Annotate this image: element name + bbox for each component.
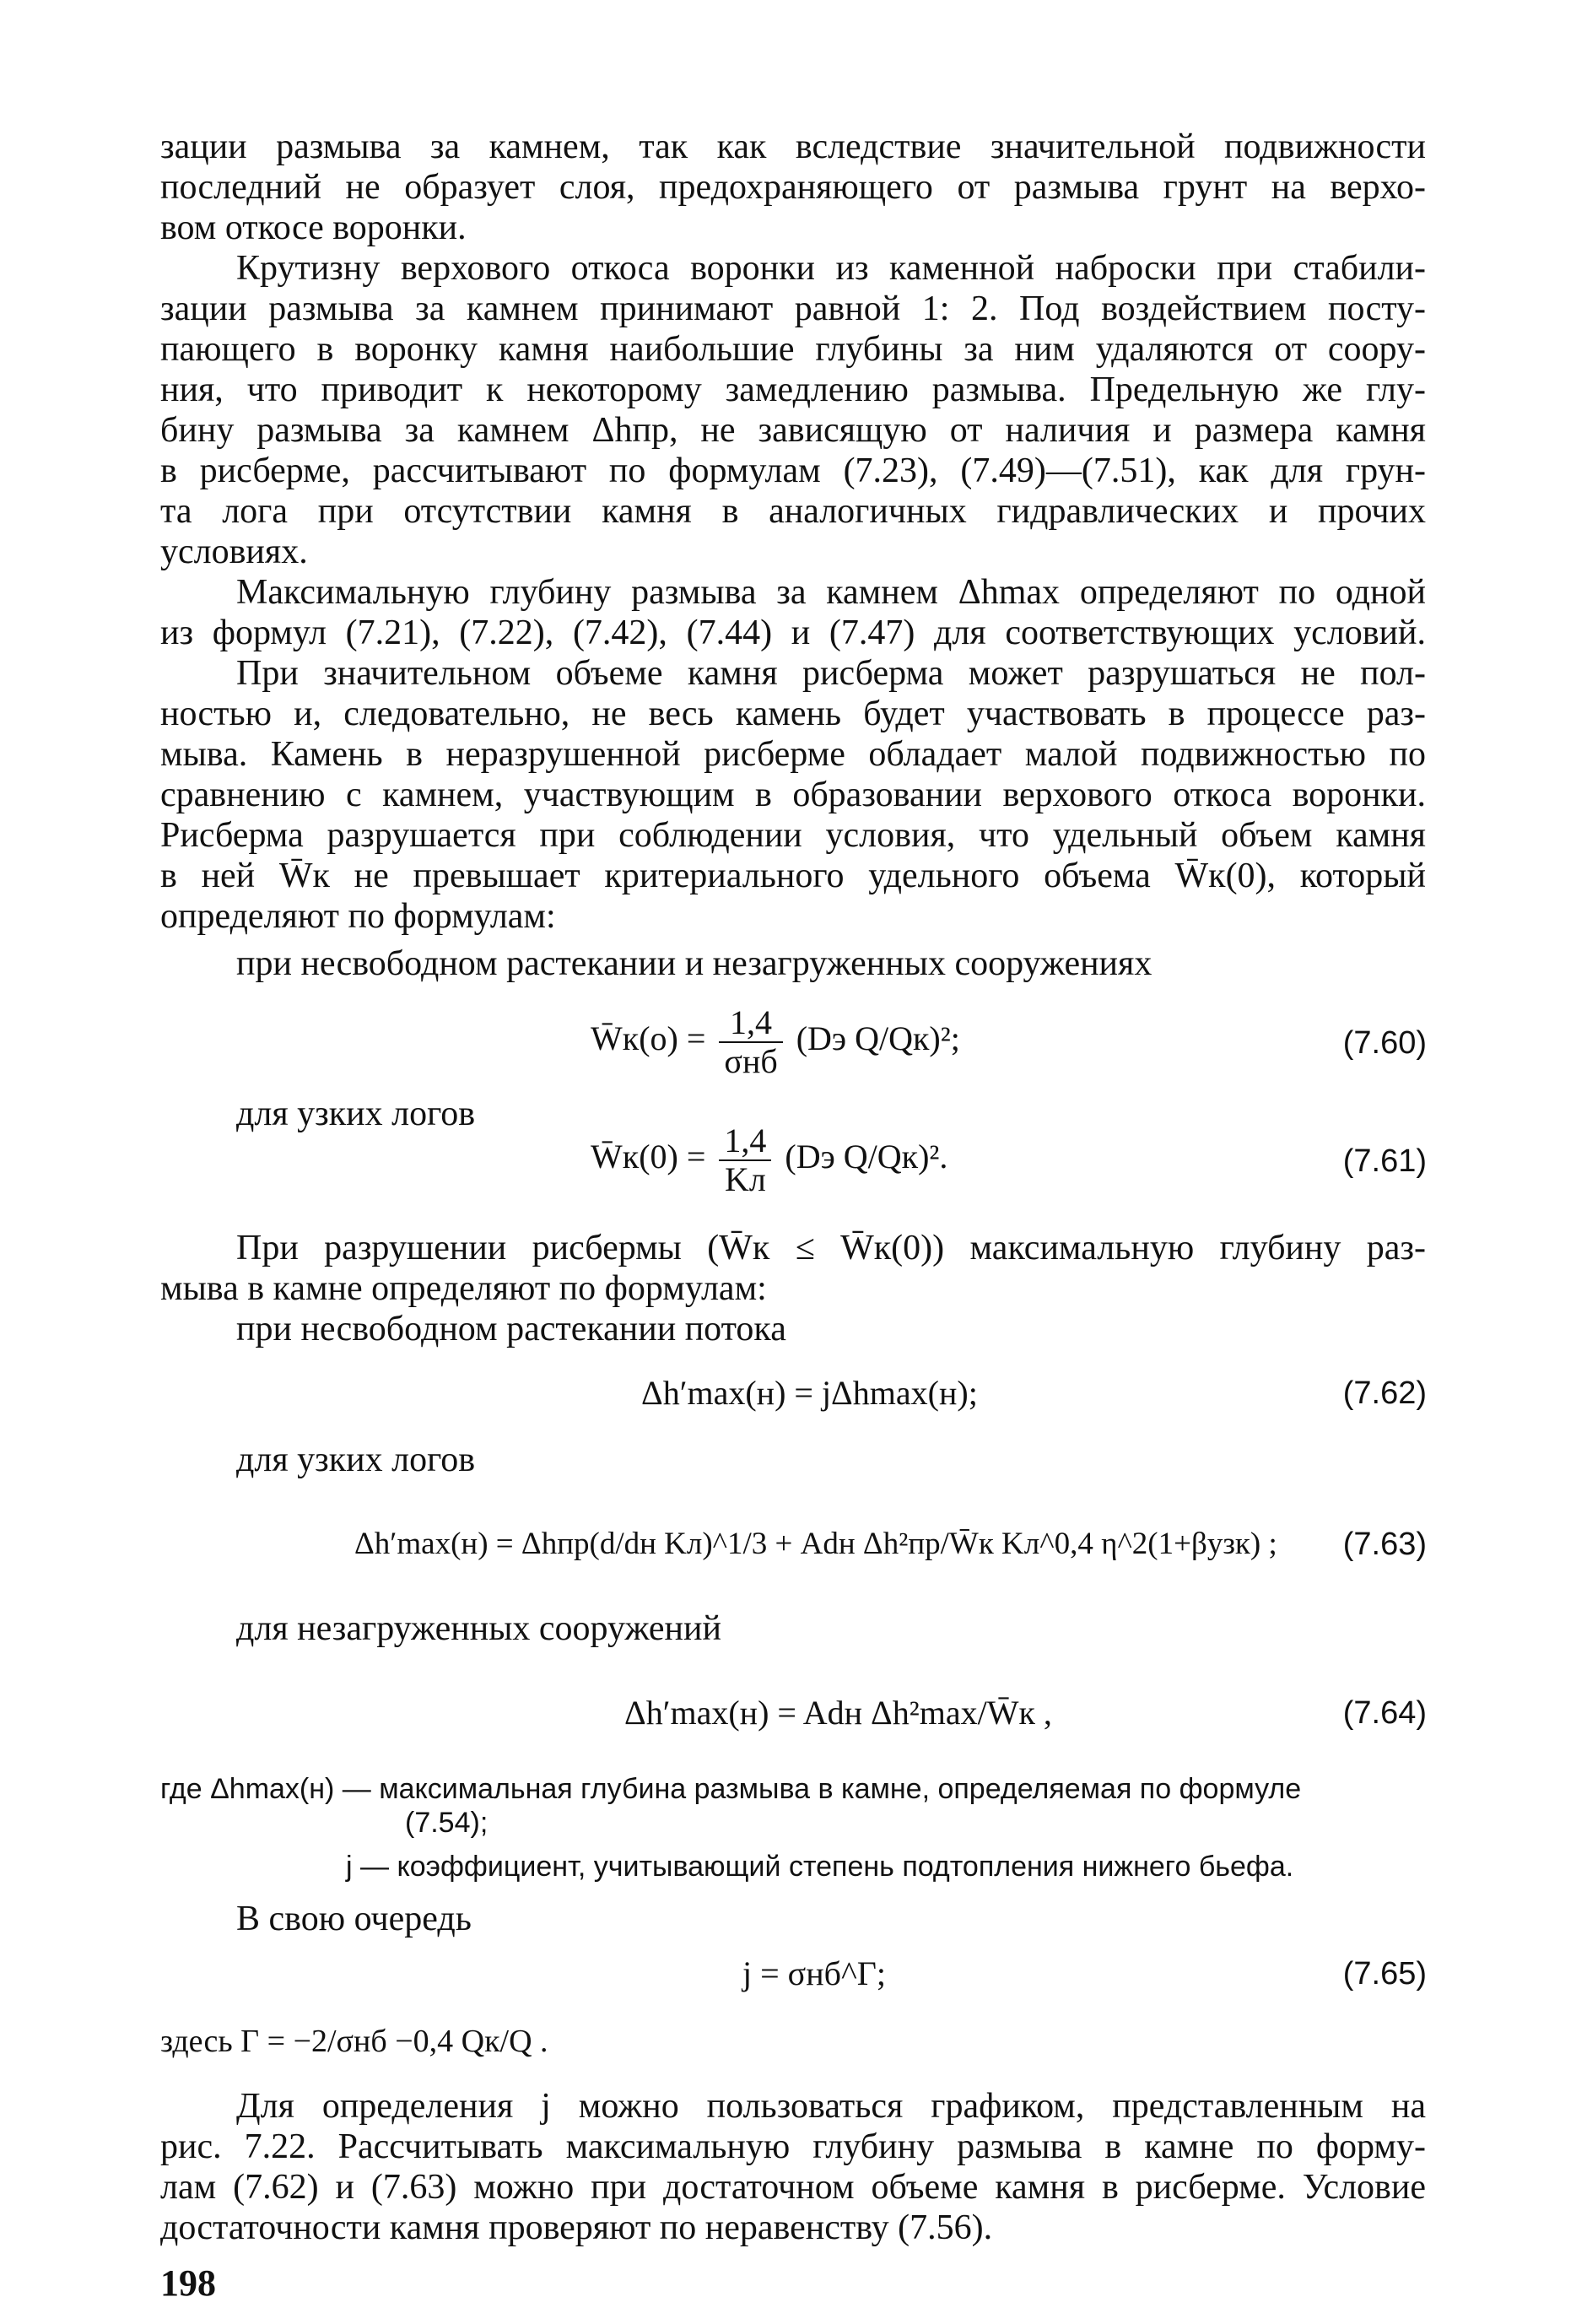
text-line: для узких логов xyxy=(236,1440,476,1479)
definition-note: j — коэффициент, учитывающий степень подтопления нижнего бьефа. xyxy=(346,1851,1294,1883)
equation-lhs: W̄к(o) = xyxy=(591,1019,706,1058)
equation-lhs: W̄к(0) = xyxy=(591,1138,706,1176)
text-line: лам (7.62) и (7.63) можно при достаточном объеме камня в рисберме. Условие xyxy=(160,2168,1426,2207)
page-number: 198 xyxy=(160,2262,216,2304)
text-line: в ней W̄к не превышает критериального удельного объема W̄к(0), который xyxy=(160,857,1426,895)
text-line: при несвободном растекании потока xyxy=(236,1310,786,1348)
equation-rhs: (Dэ Q/Qк)². xyxy=(785,1138,948,1176)
equation-7-62: Δh′max(н) = jΔhmax(н); xyxy=(641,1374,978,1412)
fraction xyxy=(719,1004,782,1080)
fraction-denominator: σнб xyxy=(724,1042,778,1080)
text-line: ностью и, следовательно, не весь камень будет участвовать в процессе раз- xyxy=(160,694,1426,733)
text-line: для незагруженных сооружений xyxy=(236,1609,721,1648)
fraction-denominator: Kл xyxy=(724,1160,766,1198)
text-line: мыва. Камень в неразрушенной рисберме обладает малой подвижностью по xyxy=(160,735,1426,774)
equation-7-60 xyxy=(591,1004,960,1080)
text-line: Максимальную глубину размыва за камнем Δhmax определяют по одной xyxy=(236,573,1426,612)
text-line: вом откосе воронки. xyxy=(160,208,467,247)
equation-number: (7.63) xyxy=(1342,1527,1427,1562)
text-line: В свою очередь xyxy=(236,1900,472,1938)
gamma-definition: здесь Γ = −2/σнб −0,4 Qк/Q . xyxy=(160,2024,548,2059)
text-line: при несвободном растекании и незагруженных сооружениях xyxy=(236,944,1152,983)
text-line: При значительном объеме камня рисберма может разрушаться не пол- xyxy=(236,654,1426,693)
equation-rhs: (Dэ Q/Qк)²; xyxy=(796,1019,960,1058)
text-line: зации размыва за камнем, так как вследствие значительной подвижности xyxy=(160,127,1426,166)
text-line: рис. 7.22. Рассчитывать максимальную глубину размыва в камне по форму- xyxy=(160,2127,1426,2166)
text-line: сравнению с камнем, участвующим в образовании верхового откоса воронки. xyxy=(160,776,1426,814)
equation-7-61 xyxy=(591,1122,947,1198)
fraction-numerator: 1,4 xyxy=(719,1122,771,1161)
text-line: условиях. xyxy=(160,532,308,571)
text-line: для узких логов xyxy=(236,1094,476,1133)
text-line: последний не образует слоя, предохраняющего от размыва грунт на верхо- xyxy=(160,168,1426,207)
definition-note: где Δhmax(н) — максимальная глубина размыва в камне, определяемая по формуле xyxy=(160,1773,1302,1805)
text-line: из формул (7.21), (7.22), (7.42), (7.44) и (7.47) для соответствующих условий. xyxy=(160,613,1426,652)
equation-number: (7.62) xyxy=(1342,1375,1427,1411)
definition-note: (7.54); xyxy=(405,1807,489,1839)
equation-number: (7.65) xyxy=(1342,1956,1427,1992)
text-line: ния, что приводит к некоторому замедлению размыва. Предельную же глу- xyxy=(160,370,1426,409)
equation-7-64: Δh′max(н) = Adн Δh²max/W̄к , xyxy=(624,1694,1052,1732)
text-line: Крутизну верхового откоса воронки из каменной наброски при стабили- xyxy=(236,249,1426,288)
text-line: определяют по формулам: xyxy=(160,897,556,936)
text-line: Для определения j можно пользоваться графиком, представленным на xyxy=(236,2087,1426,2126)
text-line: При разрушении рисбермы (W̄к ≤ W̄к(0)) максимальную глубину раз- xyxy=(236,1229,1426,1267)
text-line: зации размыва за камнем принимают равной 1: 2. Под воздействием посту- xyxy=(160,289,1426,328)
equation-number: (7.61) xyxy=(1342,1143,1427,1179)
text-line: бину размыва за камнем Δhпр, не зависящую от наличия и размера камня xyxy=(160,411,1426,450)
text-line: в рисберме, рассчитывают по формулам (7.23), (7.49)—(7.51), как для грун- xyxy=(160,451,1426,490)
fraction xyxy=(719,1122,771,1198)
text-line: та лога при отсутствии камня в аналогичных гидравлических и прочих xyxy=(160,492,1426,531)
text-line: Рисберма разрушается при соблюдении условия, что удельный объем камня xyxy=(160,816,1426,855)
equation-7-65: j = σнб^Γ; xyxy=(742,1954,886,1992)
equation-number: (7.60) xyxy=(1342,1025,1427,1061)
equation-7-63: Δh′max(н) = Δhпр(d/dн Kл)^1/3 + Adн Δh²пр/W̄к Kл^0,4 η^2(1+βузк) ; xyxy=(354,1527,1277,1561)
text-line: мыва в камне определяют по формулам: xyxy=(160,1269,767,1308)
text-line: пающего в воронку камня наибольшие глубины за ним удаляются от соору- xyxy=(160,330,1426,369)
fraction-numerator: 1,4 xyxy=(719,1004,782,1043)
text-line: достаточности камня проверяют по неравенству (7.56). xyxy=(160,2208,993,2247)
equation-number: (7.64) xyxy=(1342,1695,1427,1731)
